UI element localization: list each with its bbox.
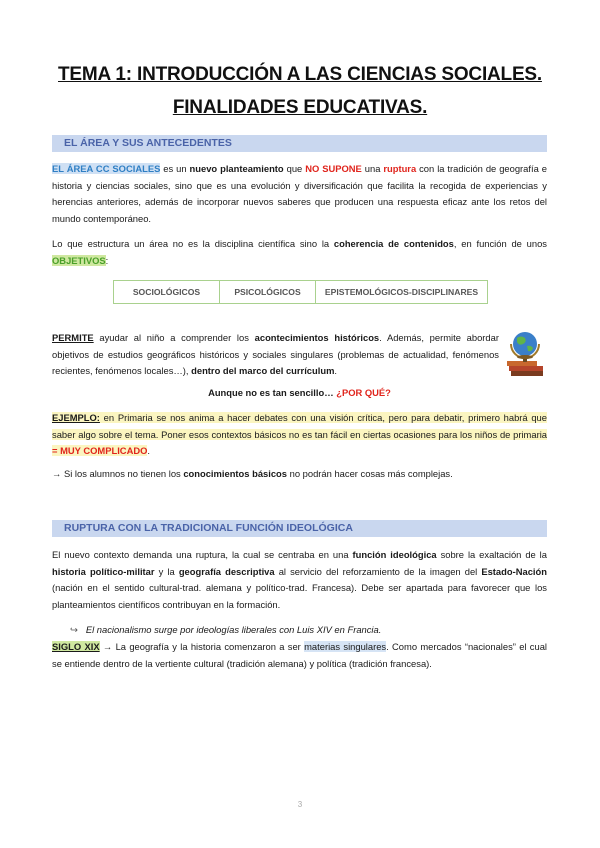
section-heading-ruptura: RUPTURA CON LA TRADICIONAL FUNCIÓN IDEOLÓGICA: [52, 520, 547, 537]
term-siglo-xix: SIGLO XIX: [52, 641, 100, 652]
paragraph-conocimientos: → Si los alumnos no tienen los conocimientos básicos no podrán hacer cosas más complejas.: [52, 468, 453, 479]
term-area-cc-sociales: EL ÁREA CC SOCIALES: [52, 163, 161, 174]
paragraph-structure: Lo que estructura un área no es la disciplina científica sino la coherencia de contenidos, en función de unos OBJETIVOS:: [52, 238, 547, 266]
paragraph-ruptura: El nuevo contexto demanda una ruptura, la cual se centraba en una función ideológica sobre la exaltación de la historia político-militar y la geografía descriptiva al servicio del reforzamiento de la imagen del Estado-Nación (nación en el sentido cultural-trad. alemana y político-trad. Francesa). Debe ser apartada para favorecer que los planteamientos científicos contribuyan en la formación.: [52, 549, 547, 610]
paragraph-ejemplo: EJEMPLO: en Primaria se nos anima a hacer debates con una visión crítica, pero para debatir, primero habrá que saber algo sobre el tema. Poner esos contextos básicos no es tan fácil en ciertas ocasiones para los niños de primaria = MUY COMPLICADO.: [52, 412, 547, 457]
objective-epistemologicos: EPISTEMOLÓGICOS-DISCIPLINARES: [324, 287, 479, 297]
page-title-line2: FINALIDADES EDUCATIVAS.: [172, 97, 428, 118]
term-objetivos: OBJETIVOS: [52, 254, 106, 266]
paragraph-area-intro: EL ÁREA CC SOCIALES es un nuevo planteamiento que NO SUPONE una ruptura con la tradición de geografía e historia y ciencias sociales, sino que es una evolución y diversificación que facilita la recogida de experiencias y herencias anteriores, además de incorporar nuevos saberes que producen una respuesta eficaz ante los retos del mundo contemporáneo.: [52, 163, 547, 224]
return-arrow-icon: ↪: [70, 624, 78, 635]
globe-books-icon: [503, 330, 547, 378]
section-heading-area: EL ÁREA Y SUS ANTECEDENTES: [52, 135, 547, 152]
page-title-line1: TEMA 1: INTRODUCCIÓN A LAS CIENCIAS SOCIALES.: [58, 64, 542, 85]
paragraph-siglo-xix-body: SIGLO XIX → La geografía y la historia comenzaron a ser materias singulares. Como mercados “nacionales” el cual se entiende dentro de la vertiente cultural (tradición alemana) y política (tradición francesa).: [52, 641, 547, 669]
objective-sociologicos: SOCIOLÓGICOS: [114, 281, 220, 303]
page-number: 3: [297, 800, 303, 809]
objective-psicologicos: PSICOLÓGICOS: [220, 281, 316, 303]
objectives-table: [113, 280, 488, 304]
paragraph-aunque: Aunque no es tan sencillo… ¿POR QUÉ?: [208, 387, 391, 398]
bullet-nacionalismo: ↪ El nacionalismo surge por ideologías liberales con Luis XIV en Francia.: [70, 624, 382, 635]
paragraph-permite: PERMITE ayudar al niño a comprender los acontecimientos históricos. Además, permite abordar objetivos de estudios geográficos históricos y sociales singulares (problemas de actualidad, fenómenos recientes, fenómenos locales…), dentro del marco del currículum.: [52, 332, 499, 377]
